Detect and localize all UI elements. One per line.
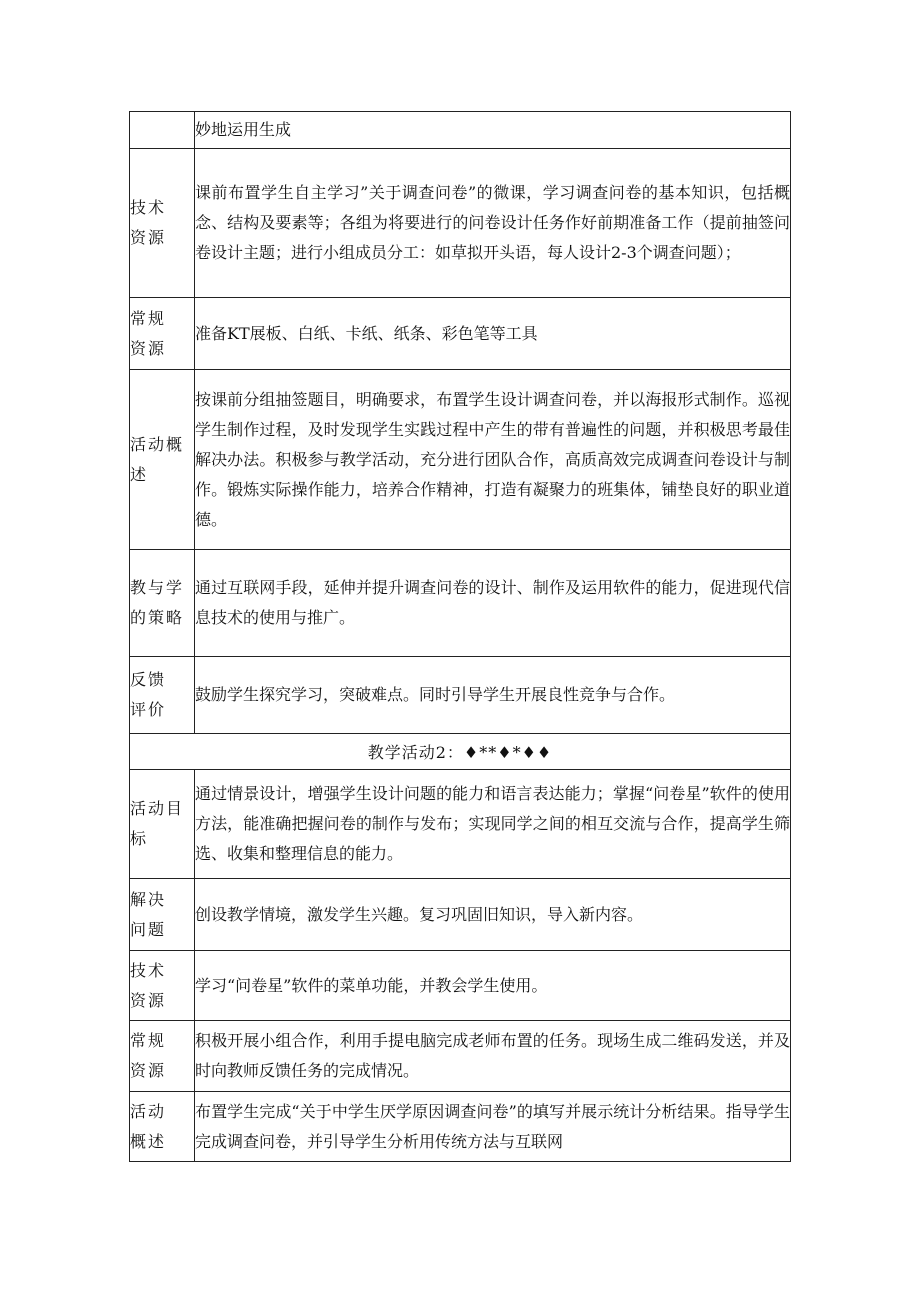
label-line: 常规 bbox=[130, 308, 167, 328]
label-line: 资源 bbox=[130, 338, 167, 358]
table-row bbox=[130, 112, 791, 149]
lesson-plan-table bbox=[129, 111, 791, 1162]
row-content: 鼓励学生探究学习，突破难点。同时引导学生开展良性竞争与合作。 bbox=[195, 657, 791, 734]
label-line: 教与学 bbox=[130, 578, 185, 597]
row-label bbox=[130, 112, 195, 149]
section-heading-row bbox=[130, 734, 791, 770]
row-content: 按课前分组抽签题目，明确要求，布置学生设计调查问卷，并以海报形式制作。巡视学生制作过程，及时发现学生实践过程中产生的带有普遍性的问题，并积极思考最佳解决办法。积极参与教学活动，充分进行团队合作，高质高效完成调查问卷设计与制作。锻炼实际操作能力，培养合作精神，打造有凝聚力的班集体，铺垫良好的职业道德。 bbox=[195, 370, 791, 550]
label-line: 资源 bbox=[130, 990, 167, 1010]
row-content: 通过互联网手段，延伸并提升调查问卷的设计、制作及运用软件的能力，促进现代信息技术的使用与推广。 bbox=[195, 550, 791, 657]
label-line: 反馈 bbox=[130, 670, 167, 689]
row-content: 通过情景设计，增强学生设计问题的能力和语言表达能力；掌握“问卷星”软件的使用方法，能准确把握问卷的制作与发布；实现同学之间的相互交流与合作，提高学生筛选、收集和整理信息的能力。 bbox=[195, 770, 791, 879]
row-label bbox=[130, 1092, 195, 1162]
label-line: 标 bbox=[130, 829, 149, 848]
row-content: 积极开展小组合作，利用手提电脑完成老师布置的任务。现场生成二维码发送，并及时向教师反馈任务的完成情况。 bbox=[195, 1021, 791, 1092]
row-content: 布置学生完成“关于中学生厌学原因调查问卷”的填写并展示统计分析结果。指导学生完成调查问卷，并引导学生分析用传统方法与互联网 bbox=[195, 1092, 791, 1162]
row-content: 学习“问卷星”软件的菜单功能，并教会学生使用。 bbox=[195, 951, 791, 1021]
row-content: 准备KT展板、白纸、卡纸、纸条、彩色笔等工具 bbox=[195, 298, 791, 370]
table-row bbox=[130, 370, 791, 550]
label-line: 技术 bbox=[130, 198, 167, 217]
section-heading: 教学活动2：♦**♦*♦♦ bbox=[130, 734, 791, 770]
table-row bbox=[130, 149, 791, 298]
row-label bbox=[130, 951, 195, 1021]
label-line: 解决 bbox=[130, 889, 167, 909]
label-line: 资源 bbox=[130, 228, 167, 247]
label-line: 技术 bbox=[130, 960, 167, 980]
row-label bbox=[130, 770, 195, 879]
row-content: 课前布置学生自主学习”关于调查问卷”的微课，学习调查问卷的基本知识，包括概念、结构及要素等；各组为将要进行的问卷设计任务作好前期准备工作（提前抽签问卷设计主题；进行小组成员分工：如草拟开头语，每人设计2-3个调查问题）； bbox=[195, 149, 791, 298]
label-line: 资源 bbox=[130, 1061, 167, 1080]
row-content: 创设教学情境，激发学生兴趣。复习巩固旧知识，导入新内容。 bbox=[195, 879, 791, 951]
table-row bbox=[130, 550, 791, 657]
table-row bbox=[130, 1092, 791, 1162]
row-label bbox=[130, 657, 195, 734]
table-row bbox=[130, 951, 791, 1021]
label-line: 问题 bbox=[130, 919, 167, 939]
table-row bbox=[130, 657, 791, 734]
row-label bbox=[130, 370, 195, 550]
table-row bbox=[130, 1021, 791, 1092]
label-line: 的策略 bbox=[130, 608, 185, 627]
label-line: 常规 bbox=[130, 1031, 167, 1050]
label-line: 活动目 bbox=[130, 799, 185, 818]
label-line: 活动概 bbox=[130, 434, 185, 454]
row-label bbox=[130, 879, 195, 951]
row-label bbox=[130, 298, 195, 370]
row-label bbox=[130, 1021, 195, 1092]
table-row bbox=[130, 879, 791, 951]
label-line: 概述 bbox=[130, 1131, 167, 1151]
row-content: 妙地运用生成 bbox=[195, 112, 791, 149]
label-line: 述 bbox=[130, 464, 149, 484]
table-row bbox=[130, 298, 791, 370]
label-line: 评价 bbox=[130, 700, 167, 719]
row-label bbox=[130, 149, 195, 298]
table-row bbox=[130, 770, 791, 879]
row-label bbox=[130, 550, 195, 657]
label-line: 活动 bbox=[130, 1101, 167, 1121]
